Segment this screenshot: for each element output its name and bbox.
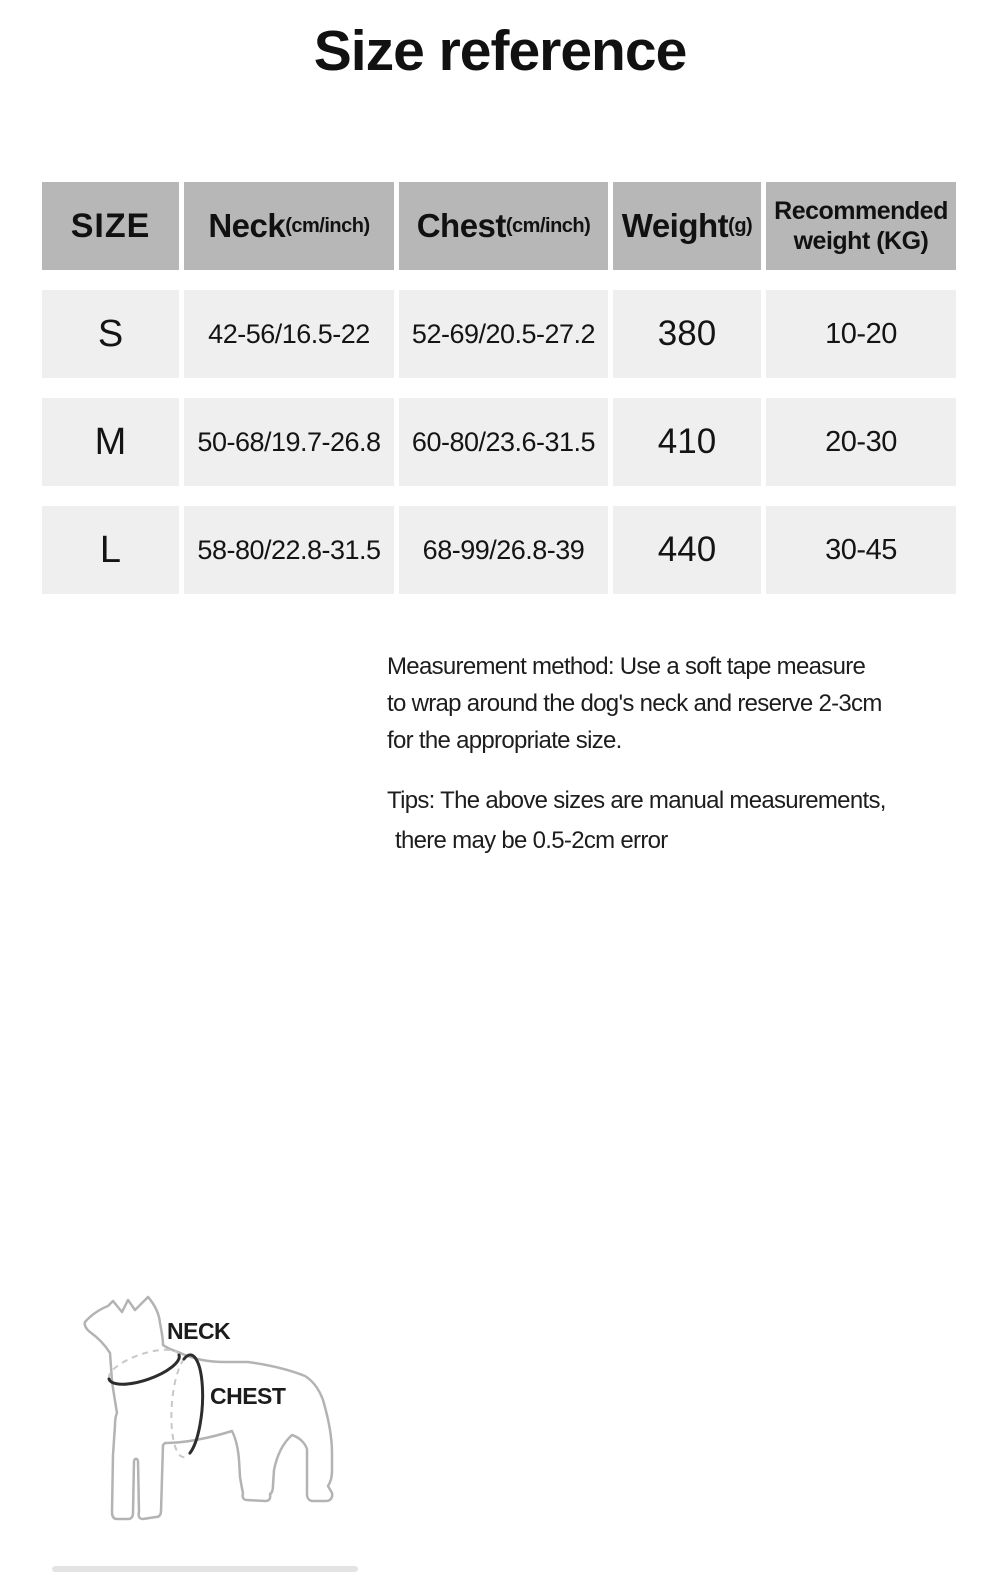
measurement-note: [387, 648, 947, 759]
measurement-note-line: to wrap around the dog's neck and reserve 2-3cm: [387, 690, 882, 717]
col-header-chest-label: Chest: [416, 207, 506, 244]
cell-weight: 380: [613, 290, 761, 378]
cell-chest: 52-69/20.5-27.2: [399, 290, 608, 378]
cell-size: L: [42, 506, 179, 594]
cell-neck: 58-80/22.8-31.5: [184, 506, 394, 594]
cell-size: S: [42, 290, 179, 378]
chest-label: CHEST: [210, 1383, 286, 1409]
col-header-neck-unit: (cm/inch): [285, 214, 370, 237]
cell-recommended: 30-45: [766, 506, 956, 594]
measurement-note-line: Measurement method: Use a soft tape measure: [387, 653, 866, 680]
tips-note: [387, 781, 947, 861]
ground-line: [52, 1566, 358, 1572]
cell-neck: 42-56/16.5-22: [184, 290, 394, 378]
size-table: [42, 182, 956, 594]
col-header-neck-label: Neck: [208, 207, 286, 244]
col-header-recommended-line1: Recommended: [774, 196, 948, 225]
col-header-recommended-line2: weight (KG): [793, 227, 929, 255]
cell-size: M: [42, 398, 179, 486]
col-header-chest-unit: (cm/inch): [505, 214, 591, 237]
tips-note-line: there may be 0.5-2cm error: [395, 827, 668, 854]
notes: [387, 648, 947, 861]
cell-recommended: 10-20: [766, 290, 956, 378]
neck-label: NECK: [167, 1318, 231, 1344]
col-header-size-label: SIZE: [70, 206, 151, 245]
cell-chest: 60-80/23.6-31.5: [399, 398, 608, 486]
page-title: Size reference: [313, 19, 687, 83]
col-header-weight-label: Weight: [621, 207, 729, 244]
cell-neck: 50-68/19.7-26.8: [184, 398, 394, 486]
col-header-neck: [184, 182, 394, 270]
cell-weight: 440: [613, 506, 761, 594]
cell-chest: 68-99/26.8-39: [399, 506, 608, 594]
col-header-recommended: [766, 182, 956, 270]
col-header-size: [42, 182, 179, 270]
col-header-weight-unit: (g): [728, 214, 753, 237]
measurement-note-line: for the appropriate size.: [387, 727, 622, 754]
cell-recommended: 20-30: [766, 398, 956, 486]
col-header-weight: [613, 182, 761, 270]
col-header-chest: [399, 182, 608, 270]
measurement-diagram: [0, 630, 380, 1409]
tips-note-line: Tips: The above sizes are manual measurements,: [387, 787, 886, 814]
cell-weight: 410: [613, 398, 761, 486]
